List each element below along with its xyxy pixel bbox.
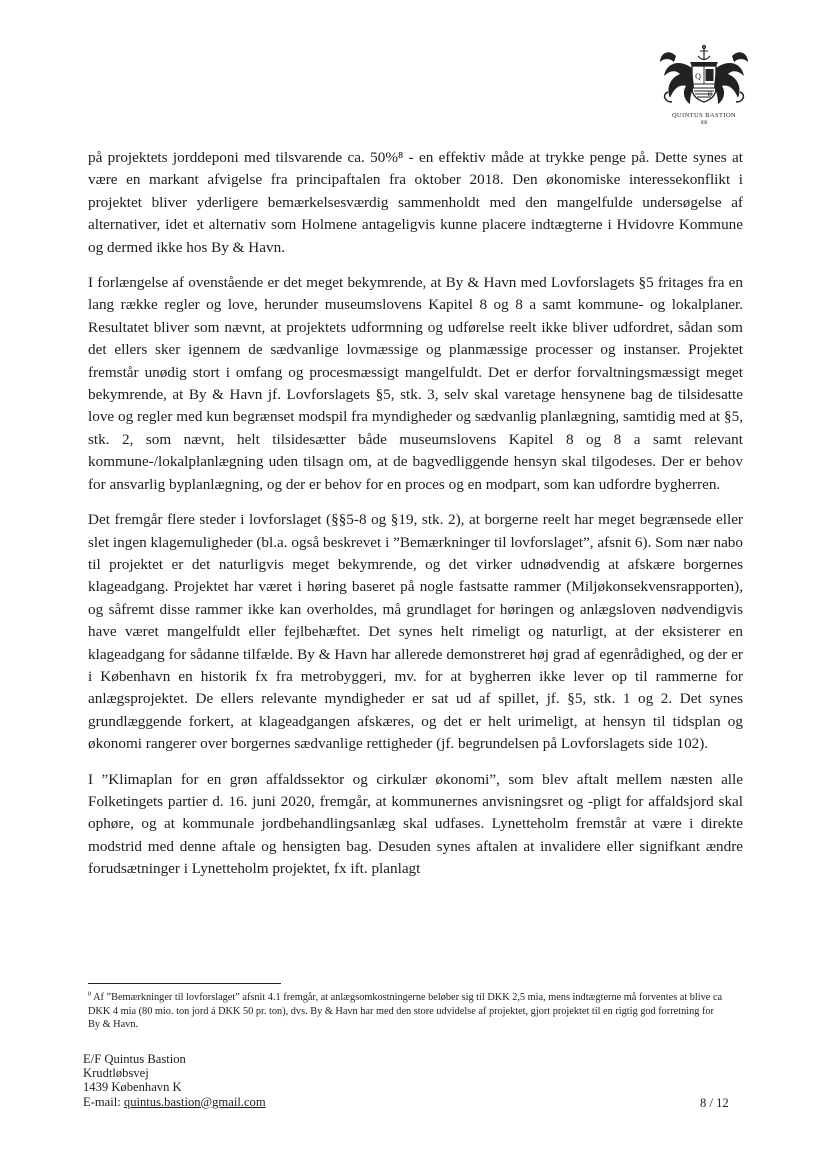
address-city: 1439 København K [83,1080,182,1095]
paragraph-1: på projektets jorddeponi med tilsvarende ca. 50%⁸ - en effektiv måde at trykke penge på. Dette synes at være en markant afvigelse fra principaftalen fra oktober 2018. Den økonomiske interessekonflikt i projektet bliver yderligere bemærkelsesværdig sammenholdt med den mangelfulde undersøgelse af alternativer, idet et alternativ som Holmene antageligvis kunne placere indtægterne i Hvidovre Kommune og dermed ikke hos By & Havn. [88,149,743,256]
address-street: Krudtløbsvej [83,1066,149,1081]
footnote-marker: 8 [88,990,92,998]
logo-subtext: ĪĪĪĪĪ [700,120,708,125]
address-name: E/F Quintus Bastion [83,1052,186,1066]
letter-body [88,147,743,894]
paragraph-4: I ”Klimaplan for en grøn affaldssektor og cirkulær økonomi”, som blev aftalt mellem næsten alle Folketingets partier d. 16. juni 2020, fremgår, at kommunernes anvisningsret og -pligt for affaldsjord skal ophøre, og at kommunale jordbehandlingsanlæg skal udfases. Lynetteholm fremstår at være i direkte modstrid med denne aftale og hensigten bag. Desuden synes aftalen at invalidere eller signifkant ændre forudsætninger i Lynetteholm projektet, fx ift. planlagt [88,770,743,878]
page-number: 8 / 12 [700,1096,729,1110]
crest-emblem-icon [656,44,752,112]
quintus-bastion-logo [656,44,752,126]
logo-letter-b: B [707,90,713,98]
footnote-divider [88,983,281,984]
logo-name: QUINTUS BASTION [671,112,737,119]
sender-address [83,1052,403,1109]
paragraph-3: Det fremgår flere steder i lovforslaget (§§5-8 og §19, stk. 2), at borgerne reelt har meget begrænsede eller slet ingen klagemuligheder (bl.a. også beskrevet i ”Bemærkninger til lovforslaget”, afsnit 6). Som nær nabo til projektet er det naturligvis meget bekymrende, og det virker udnødvendig at afskære borgernes klageadgang. Projektet har været i høring baseret på nogle fastsatte rammer (Miljøkonsekvensrapporten), og såfremt disse rammer ikke kan overholdes, må grundlaget for høringen og anlægsloven nødvendigvis have været mangelfuldt eller fejlbehæftet. Det synes helt rimeligt og naturligt, at der eksisterer en klageadgang for sådanne tilfælde. By & Havn har allerede demonstreret høj grad af egenrådighed, og der er i København en historik fx fra metrobyggeri, mv. for at bygherren ikke lever op til rammerne for anlægsprojektet. De ellers relevante myndigheder er sat ud af spillet, jf. §5, stk. 1 og 2. Det synes grundlæggende forkert, at klageadgangen afskæres, og det er helt urimeligt, at hensyn til tidsplan og økonomi rangerer over borgernes sædvanlige rettigheder (jf. begrundelsen på Lovforslagets side 102). [88,511,743,753]
footnote [88,991,728,1032]
footnote-text: Af ”Bemærkninger til lovforslaget” afsnit 4.1 fremgår, at anlægsomkostningerne beløber sig til DKK 2,5 mia, mens indtægterne må forventes at blive ca DKK 4 mia (80 mio. ton jord á DKK 50 pr. ton), dvs. By & Havn har med den store udvidelse af projektet, gjort projektet til en rigtig god forretning for By & Havn. [88,992,723,1031]
email-label: E-mail: [83,1094,124,1109]
logo-letter-q: Q [695,72,701,81]
email-link[interactable]: quintus.bastion@gmail.com [123,1094,266,1109]
address-email-line [83,1095,403,1109]
paragraph-2: I forlængelse af ovenstående er det meget bekymrende, at By & Havn med Lovforslagets §5 fritages fra en lang række regler og love, herunder museumslovens Kapitel 8 og 8 a samt kommune- og lokalplaner. Resultatet bliver som nævnt, at projektets udformning og udførelse reelt ikke bliver udfordret, sådan som det ellers sker igennem de sædvanlige lovmæssige og planmæssige processer og instanser. Projektet fremstår unødig stort i omfang og procesmæssigt mangelfuldt. Det er derfor forvaltningsmæssigt meget bekymrende, at By & Havn jf. Lovforslagets §5, stk. 3, selv skal varetage hensynene bag de tilsidesatte love og regler med kun begrænset modspil fra myndigheder og sædvanlig planlægning, samtidig med at §5, stk. 2, som nævnt, helt tilsidesætter både museumslovens Kapitel 8 og 8 a samt relevant kommune-/lokalplanlægning uden tilsagn om, at de bagvedliggende hensyn skal tilgodeses. Der er behov for ansvarlig byplanlægning, og der er behov for en proces og en modpart, som kan udfordre bygherren. [88,274,743,493]
